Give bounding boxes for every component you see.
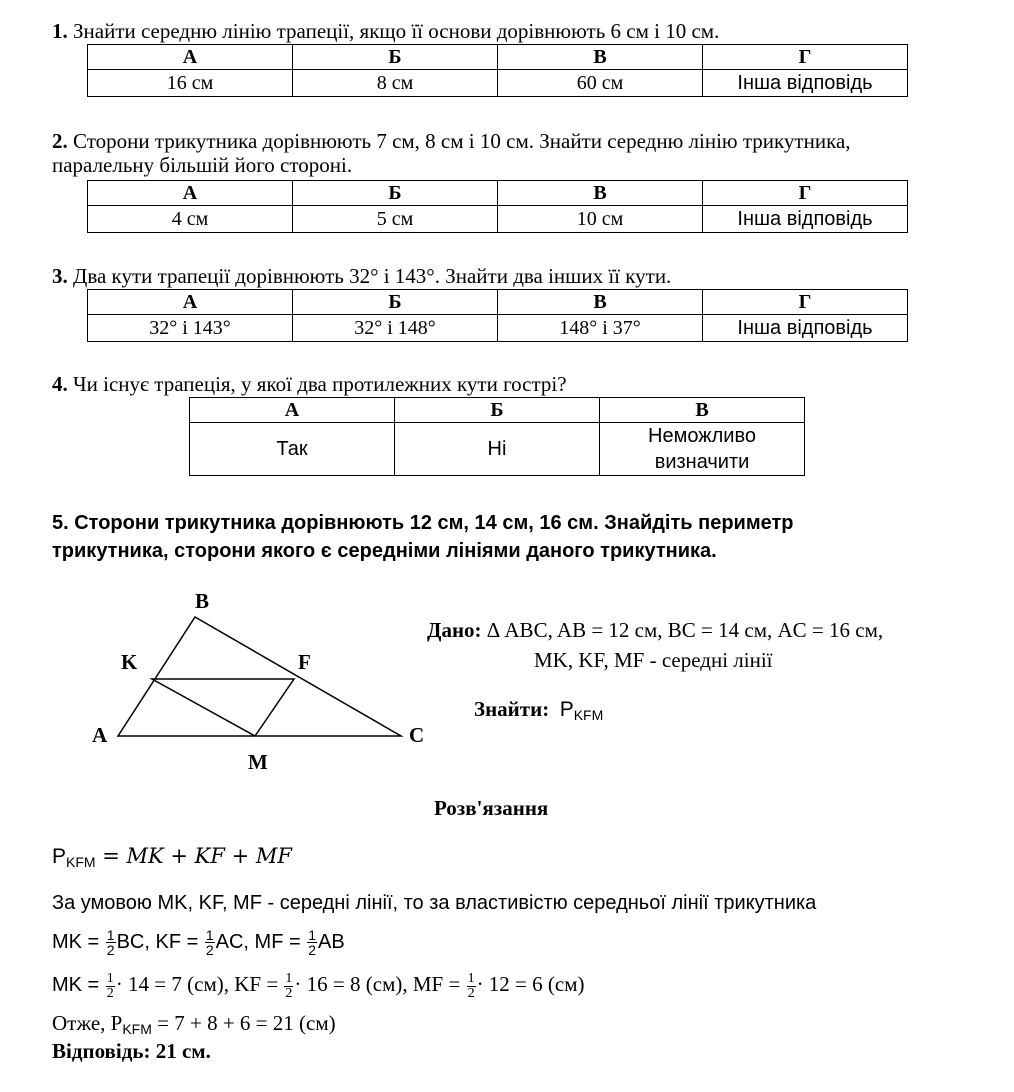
find-line xyxy=(474,697,603,723)
given-text: Δ ABC, AB = 12 см, BC = 14 см, AC = 16 см, xyxy=(481,618,884,642)
fraction-denominator: 2 xyxy=(106,942,115,959)
question-number: 4. xyxy=(52,372,68,396)
option-header: В xyxy=(498,45,703,70)
midline-formulas xyxy=(52,926,345,958)
given-label: Дано: xyxy=(427,618,482,642)
fraction-numerator: 1 xyxy=(308,927,317,944)
option-header: Г xyxy=(703,290,908,315)
conclusion-text: Отже, P xyxy=(52,1011,123,1035)
option-header: Б xyxy=(293,45,498,70)
final-answer: Відповідь: 21 см. xyxy=(52,1039,211,1063)
perimeter-symbol: P xyxy=(559,698,574,721)
question-number: 1. xyxy=(52,19,68,43)
triangle-abc xyxy=(118,617,401,736)
vertex-label-k: K xyxy=(121,650,138,674)
perimeter-symbol: P xyxy=(52,845,67,868)
option-header: Б xyxy=(395,398,600,423)
question-text: трикутника, сторони якого є середніми лініями даного трикутника. xyxy=(52,540,717,562)
question-text: Два кути трапеції дорівнюють 32° і 143°. Знайти два інших її кути. xyxy=(67,264,672,288)
option-value[interactable]: 148° і 37° xyxy=(498,315,703,342)
vertex-label-f: F xyxy=(298,650,311,674)
fraction-half xyxy=(106,972,115,1001)
formula-text: AB xyxy=(318,931,345,953)
formula-text: MK = xyxy=(52,931,105,953)
fraction-numerator: 1 xyxy=(106,970,114,986)
perimeter-subscript: KFM xyxy=(573,707,604,723)
fraction-half xyxy=(307,928,317,957)
option-header: Г xyxy=(703,45,908,70)
conclusion-text: = 7 + 8 + 6 = 21 (см) xyxy=(151,1011,336,1035)
question-text: паралельну більшій його стороні. xyxy=(52,153,353,177)
condition-text: За умовою MK, KF, MF - середні лінії, то за властивістю середньої лінії трикутника xyxy=(52,892,817,914)
formula-text: MK = xyxy=(52,974,105,996)
option-header: А xyxy=(88,290,293,315)
find-label: Знайти: xyxy=(474,697,550,721)
perimeter-subscript: KFM xyxy=(122,1021,152,1037)
fraction-denominator: 2 xyxy=(106,985,114,1001)
midline-calculations xyxy=(52,966,585,1003)
fraction-numerator: 1 xyxy=(106,927,115,944)
fraction-half xyxy=(467,972,476,1001)
fraction-denominator: 2 xyxy=(285,985,293,1001)
fraction-half xyxy=(106,928,116,957)
option-value[interactable]: Так xyxy=(190,423,395,476)
perimeter-equation xyxy=(52,843,292,875)
solution-title: Розв'язання xyxy=(434,796,549,820)
formula-text: · 14 = 7 (см), KF = xyxy=(115,972,284,996)
option-header: Б xyxy=(293,290,498,315)
question-text: Сторони трикутника дорівнюють 7 см, 8 см і 10 см. Знайти середню лінію трикутника, xyxy=(67,129,851,153)
question-text: 5. Сторони трикутника дорівнюють 12 см, 14 см, 16 см. Знайдіть периметр xyxy=(52,512,794,534)
question-text: Чи існує трапеція, у якої два протилежних кути гострі? xyxy=(67,372,567,396)
fraction-denominator: 2 xyxy=(308,942,317,959)
question-text: Знайти середню лінію трапеції, якщо її основи дорівнюють 6 см і 10 см. xyxy=(67,19,720,43)
option-header: В xyxy=(600,398,805,423)
option-header: Г xyxy=(703,181,908,206)
option-value[interactable]: 60 см xyxy=(498,70,703,97)
vertex-label-m: M xyxy=(248,750,268,774)
option-value[interactable]: Інша відповідь xyxy=(703,315,908,342)
option-value[interactable]: 16 см xyxy=(88,70,293,97)
vertex-label-c: C xyxy=(409,723,425,747)
option-header: А xyxy=(88,45,293,70)
perimeter-subscript: KFM xyxy=(66,854,96,870)
vertex-label-b: B xyxy=(195,589,210,613)
option-value[interactable]: 32° і 148° xyxy=(293,315,498,342)
fraction-numerator: 1 xyxy=(467,970,475,986)
option-value[interactable]: 5 см xyxy=(293,206,498,233)
option-value[interactable]: 8 см xyxy=(293,70,498,97)
formula-text: BC, KF = xyxy=(116,931,204,953)
option-value[interactable]: 32° і 143° xyxy=(88,315,293,342)
option-value[interactable]: 10 см xyxy=(498,206,703,233)
formula-text: · 12 = 6 (см) xyxy=(476,972,585,996)
fraction-denominator: 2 xyxy=(467,985,475,1001)
formula-text: · 16 = 8 (см), MF = xyxy=(294,972,466,996)
fraction-numerator: 1 xyxy=(205,927,214,944)
fraction-numerator: 1 xyxy=(285,970,293,986)
triangle-kfm xyxy=(152,679,294,736)
option-header: В xyxy=(498,290,703,315)
option-value[interactable]: Неможливо визначити xyxy=(600,423,805,476)
option-header: В xyxy=(498,181,703,206)
fraction-half xyxy=(284,972,293,1001)
perimeter-formula: = MK + KF + MF xyxy=(95,844,292,868)
given-line-2: MK, KF, MF - середні лінії xyxy=(534,648,773,672)
option-header: А xyxy=(88,181,293,206)
option-value[interactable]: Інша відповідь xyxy=(703,70,908,97)
vertex-label-a: A xyxy=(92,723,108,747)
fraction-denominator: 2 xyxy=(205,942,214,959)
option-value[interactable]: 4 см xyxy=(88,206,293,233)
fraction-half xyxy=(205,928,215,957)
option-value[interactable]: Ні xyxy=(395,423,600,476)
formula-text: AC, MF = xyxy=(215,931,307,953)
option-header: А xyxy=(190,398,395,423)
option-header: Б xyxy=(293,181,498,206)
option-value[interactable]: Інша відповідь xyxy=(703,206,908,233)
question-number: 3. xyxy=(52,264,68,288)
given-line-1 xyxy=(427,618,883,643)
question-number: 2. xyxy=(52,129,68,153)
